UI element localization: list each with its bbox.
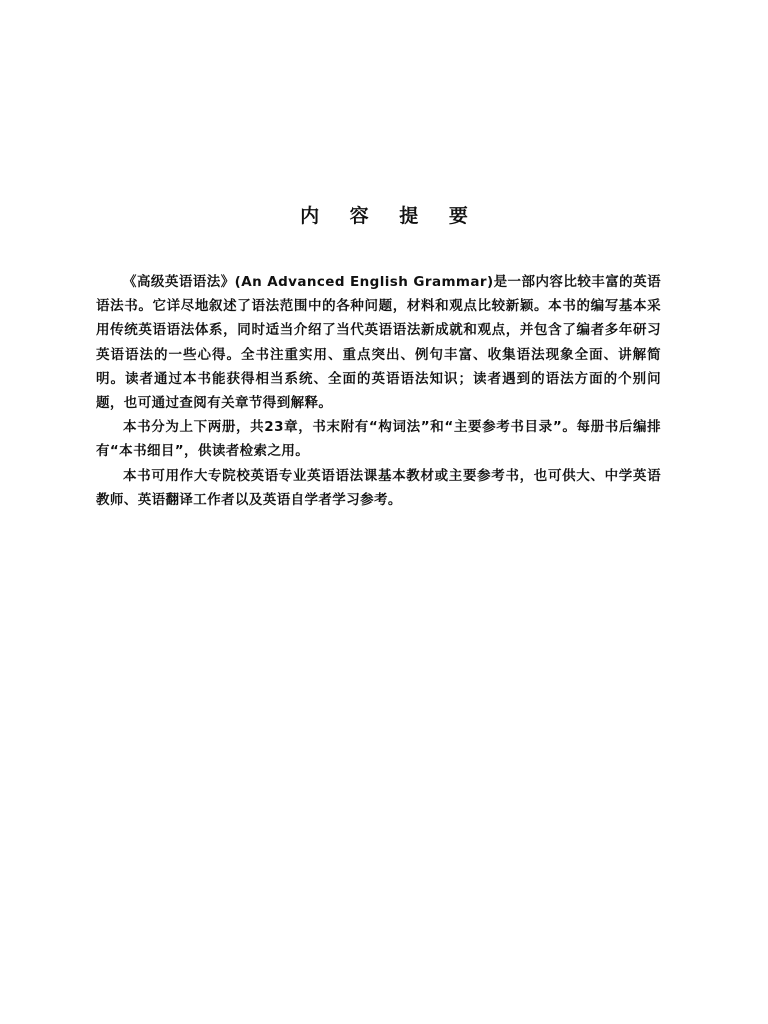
- paragraph-audience: 本书可用作大专院校英语专业英语语法课基本教材或主要参考书，也可供大、中学英语教师、英语翻译工作者以及英语自学者学习参考。: [96, 467, 661, 508]
- page-title: 内 容 提 要: [300, 205, 480, 227]
- paragraph-structure: 本书分为上下两册，共23章，书末附有“构词法”和“主要参考书目录”。每册书后编排有“本书细目”，供读者检索之用。: [96, 419, 661, 460]
- paragraph-intro: 《高级英语语法》(An Advanced English Grammar)是一部内容比较丰富的英语语法书。它详尽地叙述了语法范围中的各种问题，材料和观点比较新颖。本书的编写基本采用传统英语语法体系，同时适当介绍了当代英语语法新成就和观点，并包含了编者多年研习英语语法的一些心得。全书注重实用、重点突出、例句丰富、收集语法现象全面、讲解简明。读者通过本书能获得相当系统、全面的英语语法知识；读者遇到的语法方面的个别问题，也可通过查阅有关章节得到解释。: [96, 274, 661, 412]
- summary-body: [96, 270, 661, 512]
